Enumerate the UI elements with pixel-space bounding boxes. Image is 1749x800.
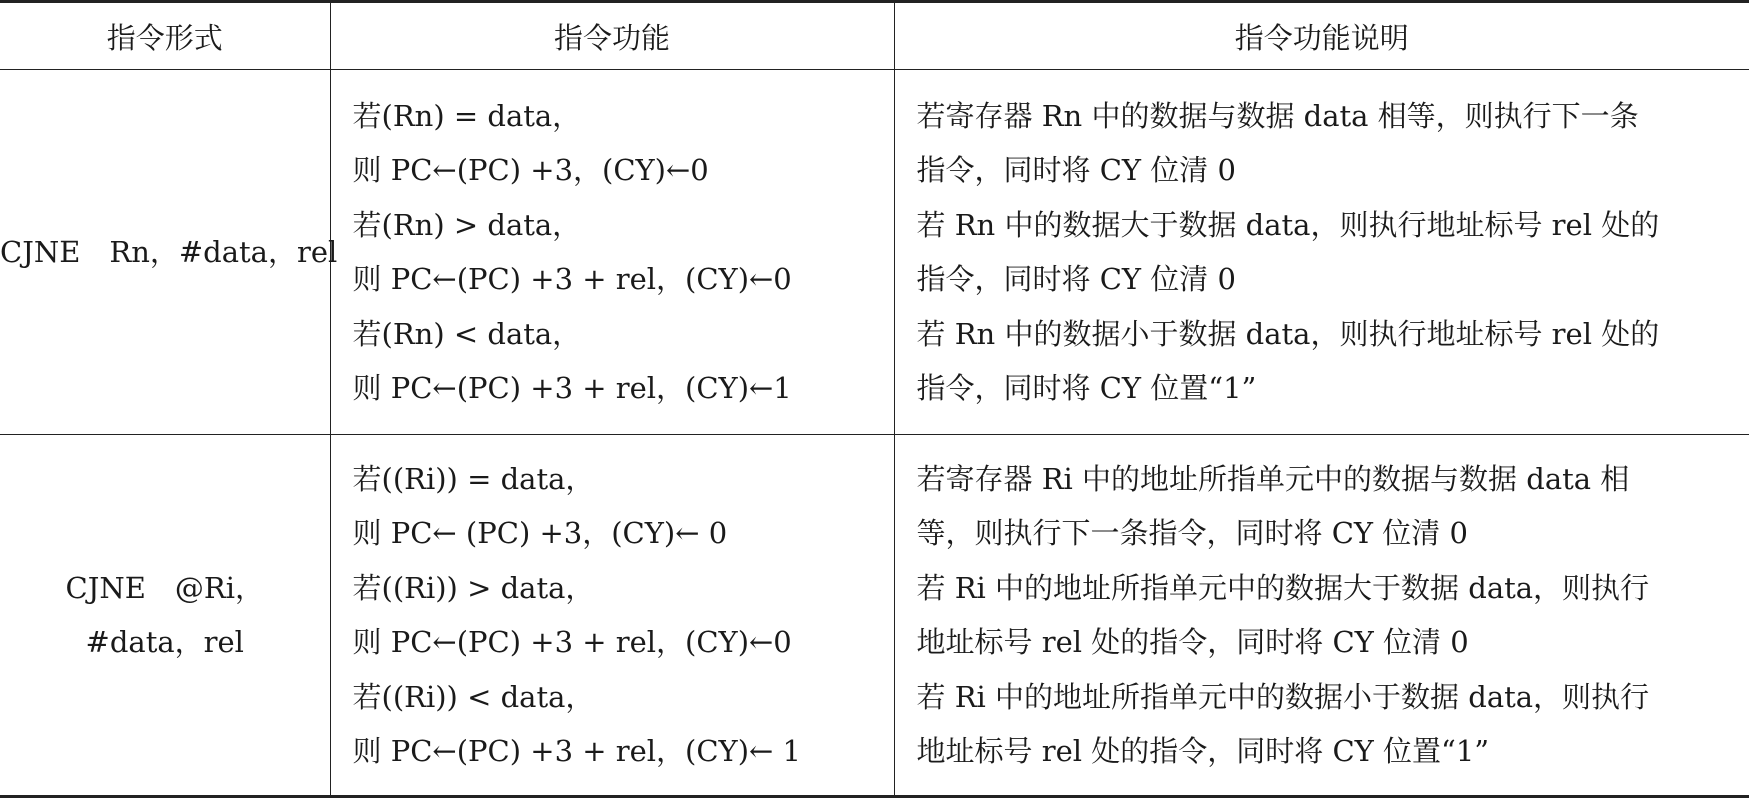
function-line: 则 PC←(PC) +3 + rel，(CY)← 1 [352, 734, 801, 768]
instruction-description-cell [894, 435, 1749, 797]
function-line: 则 PC←(PC) +3，(CY)←0 [352, 153, 709, 187]
function-line: 则 PC←(PC) +3 + rel，(CY)←1 [352, 371, 792, 405]
function-line: 则 PC←(PC) +3 + rel，(CY)←0 [352, 625, 792, 659]
instruction-function-cell [330, 70, 894, 435]
function-line: 若((Ri)) = data， [352, 461, 595, 496]
function-line: 则 PC← (PC) +3，(CY)← 0 [352, 516, 728, 550]
instruction-form-line: CJNE Rn，#data，rel [0, 234, 338, 269]
instruction-function-cell [330, 435, 894, 797]
table-row [0, 70, 1749, 435]
description-line: 等，则执行下一条指令，同时将 CY 位清 0 [916, 516, 1468, 550]
description-line: 若 Ri 中的地址所指单元中的数据大于数据 data，则执行 [916, 570, 1650, 605]
description-line: 地址标号 rel 处的指令，同时将 CY 位置“1” [916, 734, 1490, 768]
header-instruction-description: 指令功能说明 [894, 2, 1749, 70]
instruction-form-line: CJNE @Ri， [65, 570, 264, 605]
description-line: 若 Rn 中的数据小于数据 data，则执行地址标号 rel 处的 [916, 316, 1660, 351]
table-row [0, 435, 1749, 797]
function-line: 若(Rn) < data， [352, 316, 582, 351]
description-line: 若 Rn 中的数据大于数据 data，则执行地址标号 rel 处的 [916, 207, 1660, 242]
instruction-description-cell [894, 70, 1749, 435]
header-instruction-function: 指令功能 [330, 2, 894, 70]
function-line: 若(Rn) = data， [352, 98, 582, 133]
header-instruction-form: 指令形式 [0, 2, 330, 70]
function-line: 则 PC←(PC) +3 + rel，(CY)←0 [352, 262, 792, 296]
description-line: 若寄存器 Ri 中的地址所指单元中的数据与数据 data 相 [916, 461, 1630, 496]
instruction-form-cell [0, 70, 338, 435]
function-line: 若((Ri)) < data， [352, 679, 595, 714]
instruction-form-line: #data，rel [85, 625, 244, 659]
instruction-form-cell [0, 435, 330, 797]
description-line: 若 Ri 中的地址所指单元中的数据小于数据 data，则执行 [916, 679, 1650, 714]
description-line: 指令，同时将 CY 位清 0 [916, 153, 1236, 187]
function-line: 若((Ri)) > data， [352, 570, 595, 605]
description-line: 指令，同时将 CY 位清 0 [916, 262, 1236, 296]
table-header-row [0, 2, 1749, 70]
description-line: 指令，同时将 CY 位置“1” [916, 371, 1257, 405]
description-line: 地址标号 rel 处的指令，同时将 CY 位清 0 [916, 625, 1469, 659]
function-line: 若(Rn) > data， [352, 207, 582, 242]
description-line: 若寄存器 Rn 中的数据与数据 data 相等，则执行下一条 [916, 98, 1639, 133]
